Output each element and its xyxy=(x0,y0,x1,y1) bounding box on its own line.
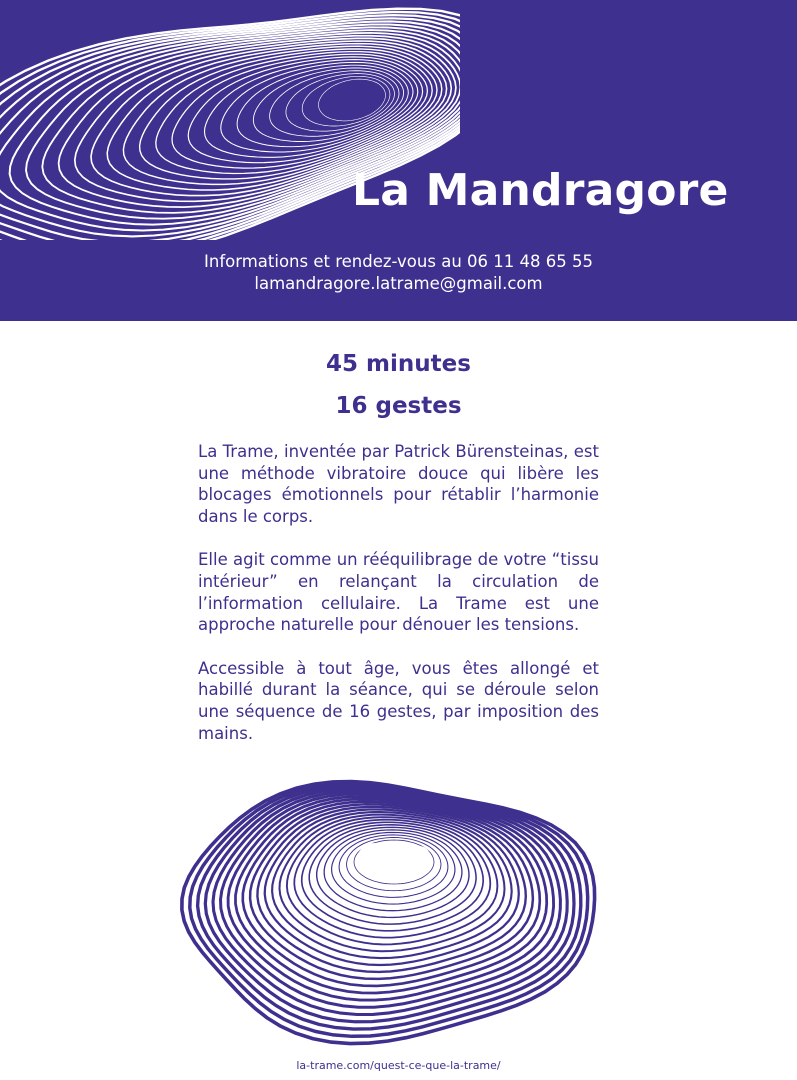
brand-title: La Mandragore xyxy=(352,165,729,216)
header-banner xyxy=(0,0,797,321)
description-paragraph-1: La Trame, inventée par Patrick Bürensteinas, est une méthode vibratoire douce qui libère les blocages émotionnels pour rétablir l’harmonie dans le corps. xyxy=(198,442,599,527)
wave-center-hole xyxy=(326,81,382,118)
description-paragraph-3: Accessible à tout âge, vous êtes allongé et habillé durant la séance, qui se déroule selon une séquence de 16 gestes, par imposition des mains. xyxy=(198,658,599,743)
contact-phone-line: Informations et rendez-vous au 06 11 48 65 55 xyxy=(204,252,593,271)
contact-info xyxy=(0,251,797,295)
session-duration: 45 minutes xyxy=(326,351,471,377)
description-paragraph-2: Elle agit comme un rééquilibrage de votre “tissu intérieur” en relançant la circulation de l’information cellulaire. La Trame est une approche naturelle pour dénouer les tensions. xyxy=(198,550,599,635)
description xyxy=(198,441,599,766)
bottom-wave-ring-14 xyxy=(257,807,525,972)
contact-email[interactable]: lamandragore.latrame@gmail.com xyxy=(254,274,543,293)
wave-contour-illustration-bottom xyxy=(180,770,620,1055)
session-facts xyxy=(0,343,797,427)
session-gestures: 16 gestes xyxy=(335,393,462,419)
wave-center-hole-bottom xyxy=(358,843,431,881)
footer-link[interactable]: la-trame.com/quest-ce-que-la-trame/ xyxy=(296,1059,501,1072)
